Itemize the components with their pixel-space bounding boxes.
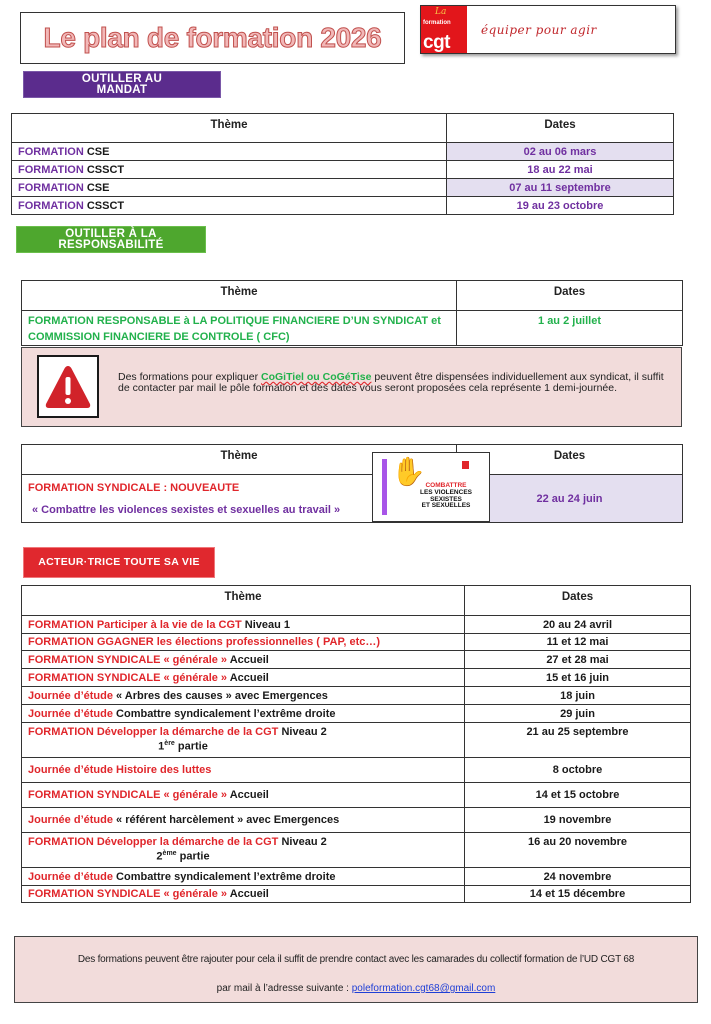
date-cell: 07 au 11 septembre (447, 179, 674, 197)
table-row (22, 475, 683, 523)
theme-prefix: FORMATION (18, 181, 84, 194)
raised-hand-icon: ✋ (391, 456, 426, 487)
page-title: Le plan de formation 2026 (43, 22, 382, 53)
date-cell: 11 et 12 mai (465, 634, 691, 651)
theme-cell (22, 783, 465, 808)
theme-cell (22, 886, 465, 903)
table-header-row (22, 445, 683, 475)
theme-name: CSE (86, 181, 110, 194)
table-nouveaute (21, 444, 683, 523)
theme-cell (22, 687, 465, 705)
table-row (22, 616, 691, 634)
theme-black: Combattre syndicalement l’extrême droite (112, 870, 336, 883)
date-cell: 27 et 28 mai (465, 651, 691, 669)
logo-slogan: équiper pour agir (481, 22, 597, 37)
footer-text: Des formations peuvent être rajouter pour cela il suffit de prendre contact avec les camarades du collectif formation de l’UD CGT 68 (77, 954, 635, 965)
theme-cell (12, 179, 447, 197)
footer-contact-box (14, 936, 698, 1003)
theme-black: Accueil (227, 888, 269, 900)
theme-prefix: FORMATION (18, 145, 84, 158)
theme-red: Journée d’étude (28, 707, 113, 720)
theme-black: « Arbres des causes » avec Emergences (112, 689, 328, 702)
table-row (22, 705, 691, 723)
theme-name: CSE (86, 145, 110, 158)
theme-cell (22, 705, 465, 723)
part-label: partie (174, 740, 208, 753)
theme-part (28, 740, 338, 753)
table-header-row (22, 586, 691, 616)
badge-line: OUTILLER AU (81, 72, 163, 85)
date-cell: 18 juin (465, 687, 691, 705)
theme-red: FORMATION Participer à la vie de la CGT (28, 618, 242, 631)
notice-text-before: Des formations pour expliquer (118, 371, 261, 383)
theme-line: COMMISSION FINANCIERE DE CONTROLE ( CFC) (28, 331, 290, 343)
theme-name: CSSCT (86, 199, 125, 212)
theme-subtitle: « Combattre les violences sexistes et sexuelles au travail » (32, 503, 341, 516)
theme-red: Journée d’étude (28, 814, 113, 826)
theme-cell (22, 808, 465, 833)
theme-black: Combattre syndicalement l’extrême droite (112, 707, 336, 720)
poster-line: LES VIOLENCES (419, 488, 472, 496)
column-header-theme: Thème (22, 445, 457, 475)
theme-red: FORMATION Développer la démarche de la CGT (28, 836, 279, 848)
date-cell: 29 juin (465, 705, 691, 723)
part-label: partie (176, 850, 210, 863)
warning-triangle-icon (37, 355, 99, 418)
table-row (22, 783, 691, 808)
cgt-formation-logo (420, 5, 676, 54)
theme-black: Niveau 1 (241, 618, 291, 631)
poster-text (415, 483, 477, 510)
part-ordinal: ème (162, 850, 177, 857)
footer-contact-line (15, 983, 697, 994)
date-cell: 19 novembre (465, 808, 691, 833)
poster-line: COMBATTRE (425, 482, 467, 489)
badge-line: MANDAT (96, 83, 148, 96)
notice-box (21, 347, 682, 427)
table-row (12, 143, 674, 161)
poster-line: SEXISTES (430, 495, 462, 503)
table-row (22, 808, 691, 833)
column-header-theme: Thème (12, 114, 447, 143)
theme-prefix: FORMATION (18, 199, 84, 212)
cgt-logo-mark (421, 6, 467, 53)
column-header-dates: Dates (457, 281, 683, 311)
table-row (22, 311, 683, 346)
date-cell: 19 au 23 octobre (447, 197, 674, 215)
section-badge-acteur: ACTEUR·TRICE TOUTE SA VIE (23, 547, 215, 578)
date-cell: 20 au 24 avril (465, 616, 691, 634)
date-cell: 16 au 20 novembre (465, 833, 691, 868)
column-header-theme: Thème (22, 281, 457, 311)
date-cell: 22 au 24 juin (457, 475, 683, 523)
theme-red: FORMATION SYNDICALE « générale » (28, 888, 228, 900)
theme-part (28, 850, 338, 863)
theme-red: FORMATION SYNDICALE « générale » (28, 789, 228, 801)
cgt-flag-icon (462, 461, 469, 469)
table-row (22, 886, 691, 903)
date-cell: 24 novembre (465, 868, 691, 886)
part-ordinal: ère (164, 740, 175, 747)
notice-highlight-software: CoGiTiel ou CoGéTise (261, 371, 372, 383)
table-header-row (22, 281, 683, 311)
part-number: 1 (158, 740, 165, 753)
badge-line: OUTILLER À LA (65, 227, 157, 240)
theme-red: Journée d’étude Histoire des luttes (28, 764, 212, 776)
theme-red: Journée d’étude (28, 689, 113, 702)
table-row (22, 868, 691, 886)
theme-line: FORMATION RESPONSABLE à LA POLITIQUE FINANCIERE D’UN SYNDICAT et (28, 315, 441, 327)
badge-line: RESPONSABILITÉ (58, 238, 164, 251)
section-badge-outiller-responsabilite (16, 226, 206, 253)
table-outiller-mandat (11, 113, 674, 215)
theme-black: Niveau 2 (278, 726, 327, 738)
theme-cell (12, 197, 447, 215)
theme-cell (12, 143, 447, 161)
theme-black: Accueil (227, 789, 269, 801)
table-row (22, 651, 691, 669)
date-cell: 8 octobre (465, 758, 691, 783)
table-row (12, 179, 674, 197)
theme-black: Niveau 2 (278, 836, 327, 848)
table-outiller-responsabilite (21, 280, 683, 346)
date-cell: 14 et 15 octobre (465, 783, 691, 808)
date-cell: 14 et 15 décembre (465, 886, 691, 903)
theme-red: FORMATION SYNDICALE « générale » (28, 671, 228, 684)
logo-cgt-text: cgt (423, 32, 450, 53)
theme-cell (22, 669, 465, 687)
column-header-dates: Dates (447, 114, 674, 143)
table-acteur (21, 585, 691, 903)
date-cell: 02 au 06 mars (447, 143, 674, 161)
violence-poster-image (372, 452, 490, 522)
column-header-dates: Dates (457, 445, 683, 475)
theme-prefix: FORMATION (18, 163, 84, 176)
logo-script: La (435, 7, 447, 17)
logo-small-text: formation (423, 20, 451, 26)
notice-text (118, 372, 678, 393)
table-row (22, 687, 691, 705)
title-box (20, 12, 405, 64)
theme-cell (22, 634, 465, 651)
theme-red: FORMATION Développer la démarche de la CGT (28, 726, 279, 738)
column-header-dates: Dates (465, 586, 691, 616)
footer-contact-prefix: par mail à l’adresse suivante : (216, 983, 352, 994)
date-cell: 15 et 16 juin (465, 669, 691, 687)
theme-black: « référent harcèlement » avec Emergences (112, 814, 340, 826)
theme-name: CSSCT (86, 163, 125, 176)
date-cell: 1 au 2 juillet (457, 311, 683, 346)
theme-cell (22, 616, 465, 634)
theme-cell (22, 868, 465, 886)
table-row (12, 197, 674, 215)
poster-line: ET SEXUELLES (421, 502, 471, 510)
theme-cell (22, 723, 465, 758)
table-row (12, 161, 674, 179)
email-link[interactable]: poleformation.cgt68@gmail.com (351, 983, 496, 994)
theme-cell (22, 758, 465, 783)
theme-cell (22, 651, 465, 669)
table-row (22, 833, 691, 868)
table-header-row (12, 114, 674, 143)
theme-cell (12, 161, 447, 179)
date-cell: 18 au 22 mai (447, 161, 674, 179)
column-header-theme: Thème (22, 586, 465, 616)
notice-text-after: peuvent être dispensées individuellement aux syndicat, il suffit de contacter par mail le pôle formation et des dates vous seront proposées cela représente 1 demi-journée. (118, 371, 664, 394)
theme-black: Accueil (227, 653, 269, 666)
theme-red: FORMATION SYNDICALE « générale » (28, 653, 228, 666)
table-row (22, 758, 691, 783)
table-row (22, 634, 691, 651)
table-row (22, 669, 691, 687)
theme-cell (22, 833, 465, 868)
theme-cell (22, 311, 457, 346)
theme-red: FORMATION GGAGNER les élections professionnelles ( PAP, etc…) (28, 636, 381, 648)
theme-black: Accueil (227, 671, 269, 684)
theme-title: FORMATION SYNDICALE : NOUVEAUTE (28, 481, 240, 494)
section-badge-outiller-mandat (23, 71, 221, 98)
date-cell: 21 au 25 septembre (465, 723, 691, 758)
table-row (22, 723, 691, 758)
part-number: 2 (156, 850, 163, 863)
poster-purple-bar (382, 459, 387, 515)
theme-red: Journée d’étude (28, 870, 113, 883)
